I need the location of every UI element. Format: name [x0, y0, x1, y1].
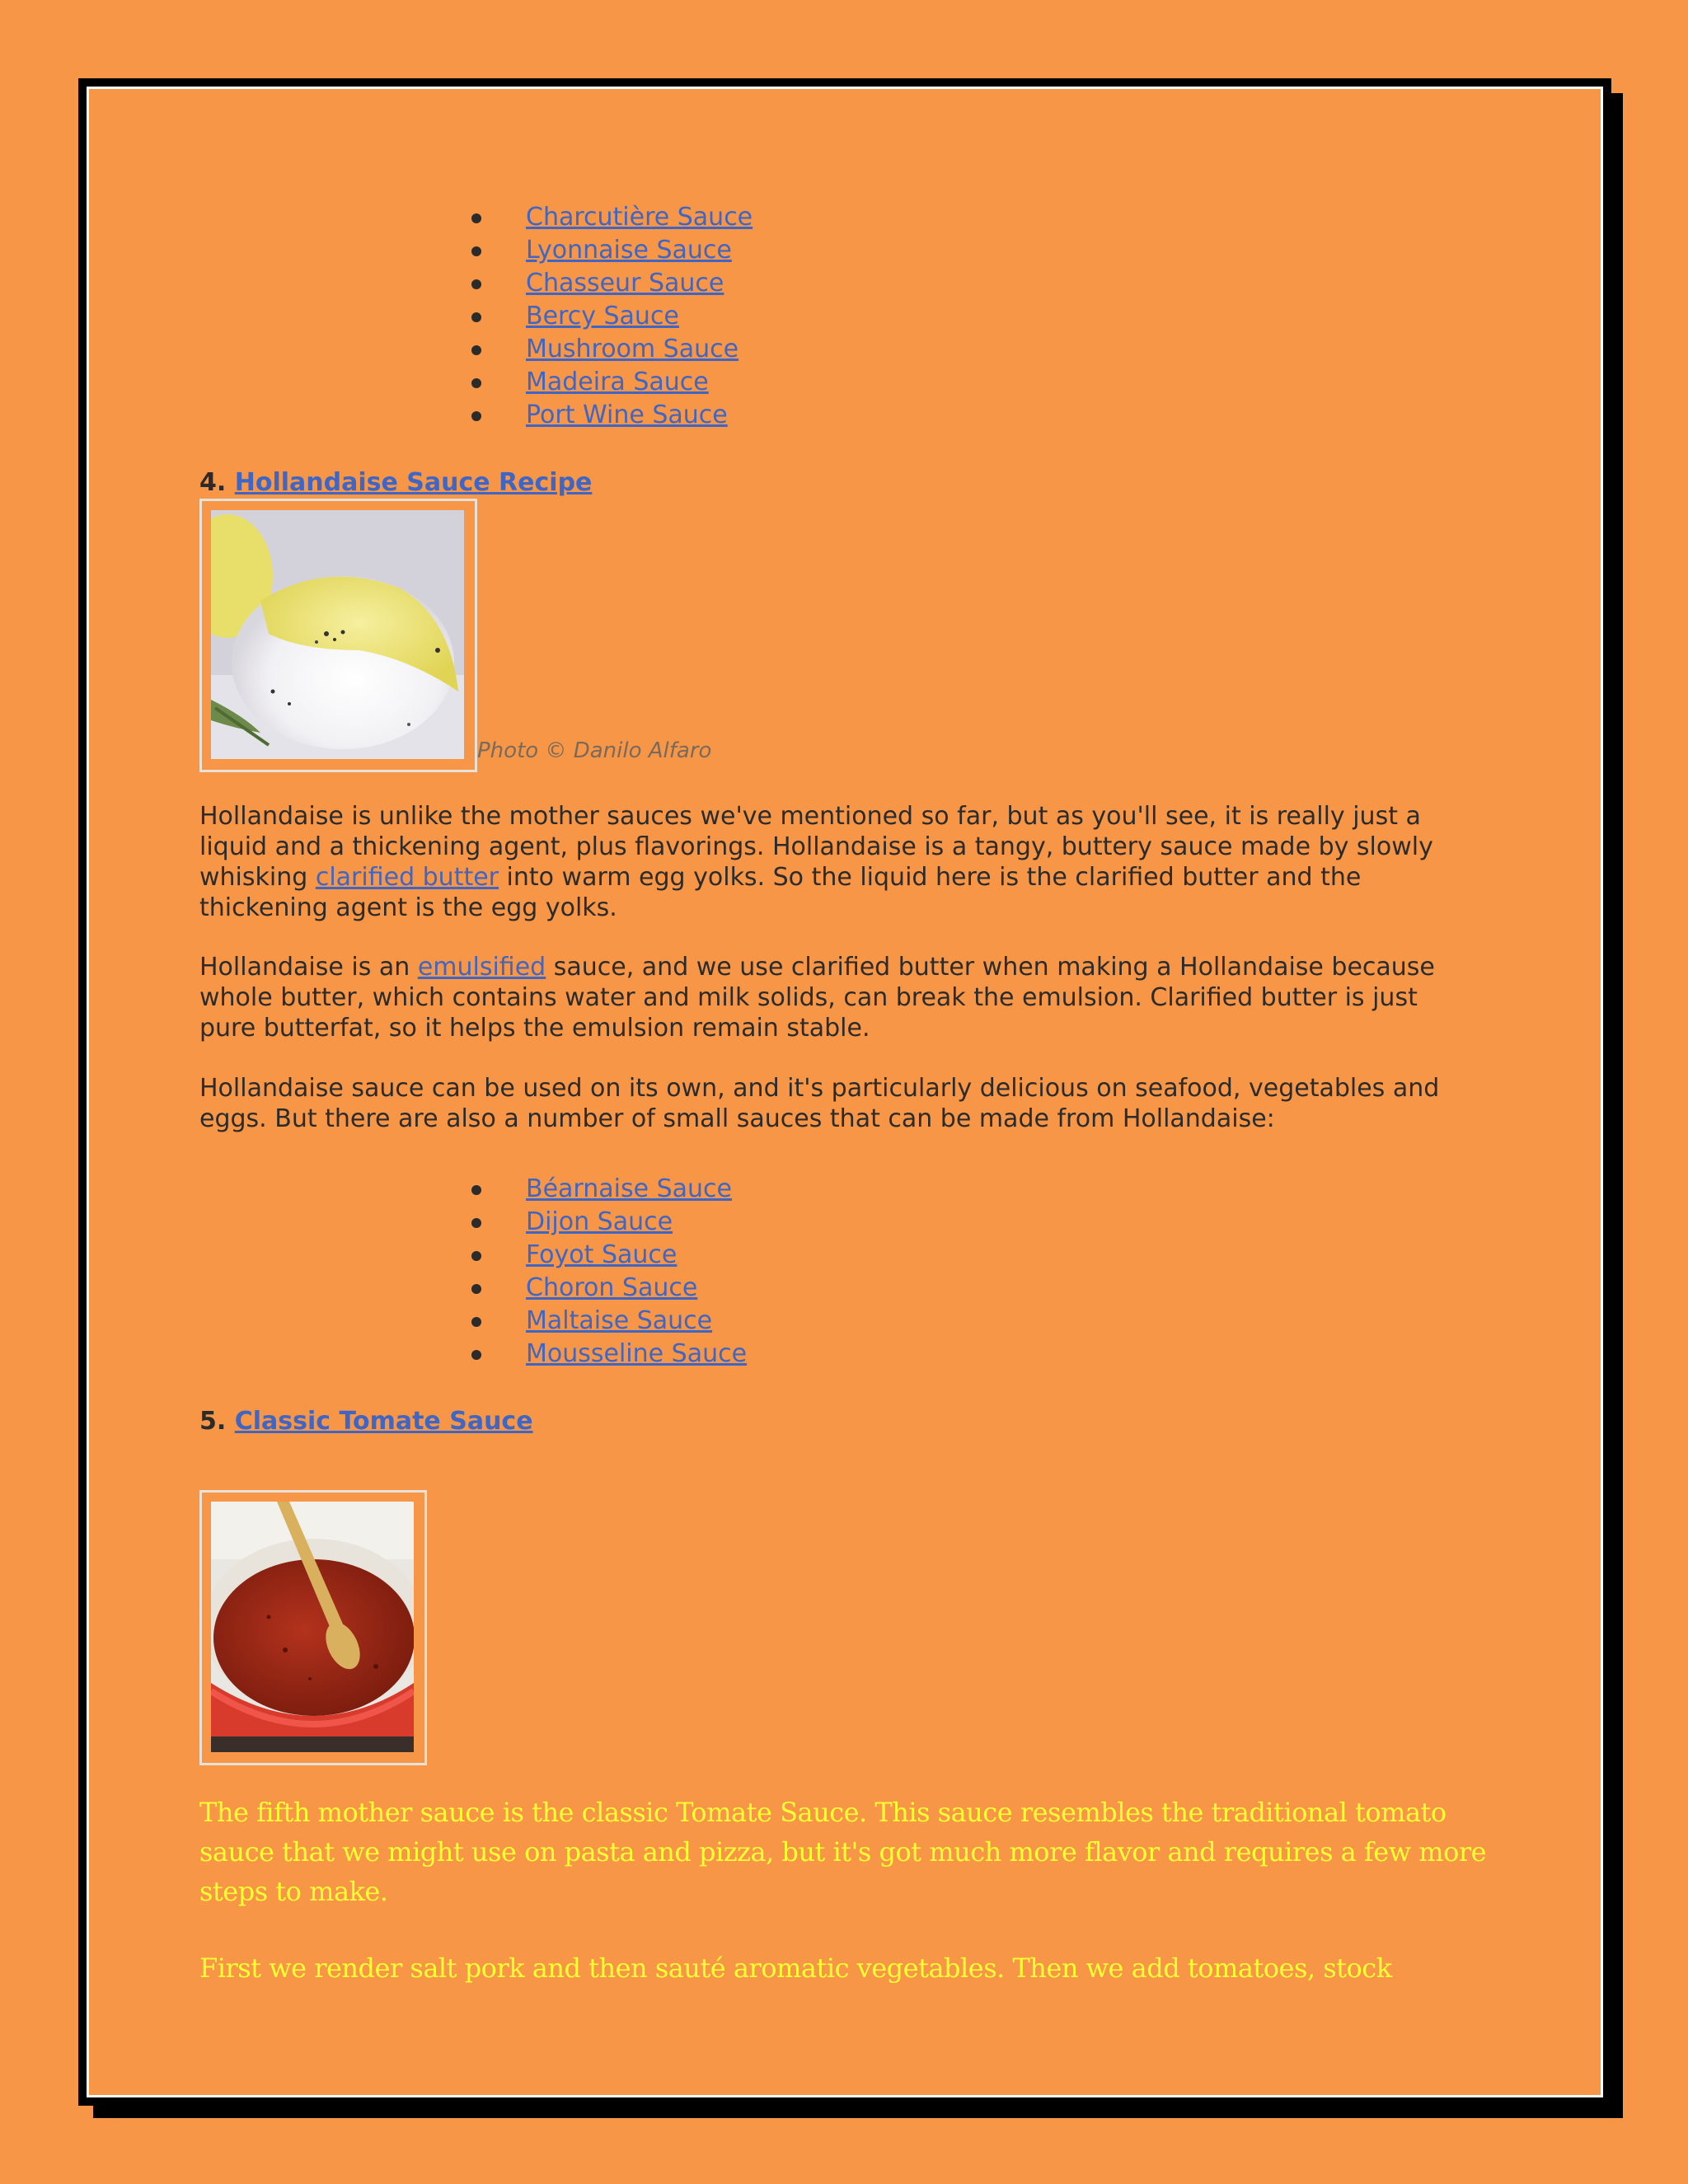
emulsified-link[interactable]: emulsified	[417, 953, 546, 982]
clarified-butter-link[interactable]: clarified butter	[315, 863, 499, 892]
paragraph-text: sauce, and we use clarified butter when making a Hollandaise because whole butter, which contains water and milk solids, can break the emulsion. Clarified butter is just pure butterfat, so it helps the emulsion remain stable.	[199, 953, 1435, 1043]
tomato-paragraph-2: First we render salt pork and then sauté aromatic vegetables. Then we add tomatoes, stock	[199, 1952, 1392, 1984]
bullet-icon	[471, 1218, 481, 1228]
hollandaise-paragraph-1	[199, 801, 1461, 923]
hollandaise-paragraph-3: Hollandaise sauce can be used on its own, and it's particularly delicious on seafood, vegetables and eggs. But there are also a number of small sauces that can be made from Hollandaise:	[199, 1074, 1440, 1133]
photo-caption: Photo © Danilo Alfaro	[477, 738, 712, 763]
section-number: 4.	[199, 468, 227, 497]
tomato-heading	[199, 1407, 533, 1436]
list-item	[471, 1305, 747, 1338]
section-number: 5.	[199, 1407, 227, 1436]
poached-egg-image	[211, 510, 464, 759]
tomato-sauce-link[interactable]: Classic Tomate Sauce	[234, 1407, 533, 1436]
sauce-link[interactable]: Bercy Sauce	[526, 302, 679, 330]
hollandaise-paragraph-2	[199, 952, 1461, 1043]
list-item	[471, 1272, 747, 1305]
sauce-link[interactable]: Chasseur Sauce	[526, 269, 724, 298]
paragraph-text: Hollandaise is an	[199, 953, 418, 982]
bullet-icon	[471, 246, 481, 256]
hollandaise-small-sauces-list	[471, 1173, 747, 1371]
bullet-icon	[471, 213, 481, 223]
sauce-link[interactable]: Choron Sauce	[526, 1273, 698, 1302]
paragraph-text: into warm egg yolks. So the liquid here is the clarified butter and the thickening agent is the egg yolks.	[199, 863, 1362, 922]
hollandaise-recipe-link[interactable]: Hollandaise Sauce Recipe	[234, 468, 593, 497]
hollandaise-heading	[199, 468, 592, 498]
sauce-link[interactable]: Charcutière Sauce	[526, 203, 753, 232]
bullet-icon	[471, 312, 481, 322]
tomato-photo	[211, 1502, 415, 1754]
sauce-link[interactable]: Port Wine Sauce	[526, 401, 728, 429]
bullet-icon	[471, 1251, 481, 1261]
list-item	[471, 333, 753, 366]
tomato-photo-frame	[199, 1490, 427, 1765]
tomato-sauce-pot-image	[211, 1502, 414, 1752]
bullet-icon	[471, 279, 481, 289]
list-item	[471, 234, 753, 267]
espagnole-small-sauces-list	[471, 201, 753, 432]
sauce-link[interactable]: Lyonnaise Sauce	[526, 236, 732, 265]
bullet-icon	[471, 411, 481, 421]
bullet-icon	[471, 345, 481, 355]
sauce-link[interactable]: Dijon Sauce	[526, 1207, 673, 1236]
paragraph-text: Hollandaise is unlike the mother sauces we've mentioned so far, but as you'll see, it is really just a liquid and a thickening agent, plus flavorings. Hollandaise is a tangy, buttery sauce made by slowly whisking	[199, 802, 1433, 892]
list-item	[471, 300, 753, 333]
sauce-link[interactable]: Foyot Sauce	[526, 1240, 678, 1269]
sauce-link[interactable]: Mousseline Sauce	[526, 1339, 748, 1368]
bullet-icon	[471, 1284, 481, 1294]
list-item	[471, 201, 753, 234]
sauce-link[interactable]: Madeira Sauce	[526, 368, 709, 396]
bullet-icon	[471, 1350, 481, 1360]
list-item	[471, 366, 753, 399]
list-item	[471, 1239, 747, 1272]
list-item	[471, 1338, 747, 1371]
list-item	[471, 399, 753, 432]
sauce-link[interactable]: Mushroom Sauce	[526, 335, 739, 363]
bullet-icon	[471, 1317, 481, 1327]
list-item	[471, 1173, 747, 1206]
sauce-link[interactable]: Béarnaise Sauce	[526, 1174, 732, 1203]
bullet-icon	[471, 378, 481, 388]
hollandaise-photo	[211, 510, 466, 761]
hollandaise-photo-frame	[199, 499, 477, 772]
bullet-icon	[471, 1185, 481, 1195]
list-item	[471, 267, 753, 300]
list-item	[471, 1206, 747, 1239]
sauce-link[interactable]: Maltaise Sauce	[526, 1306, 713, 1335]
tomato-paragraph-1: The fifth mother sauce is the classic Tomate Sauce. This sauce resembles the traditional tomato sauce that we might use on pasta and pizza, but it's got much more flavor and requires a few more steps to make.	[199, 1797, 1487, 1907]
